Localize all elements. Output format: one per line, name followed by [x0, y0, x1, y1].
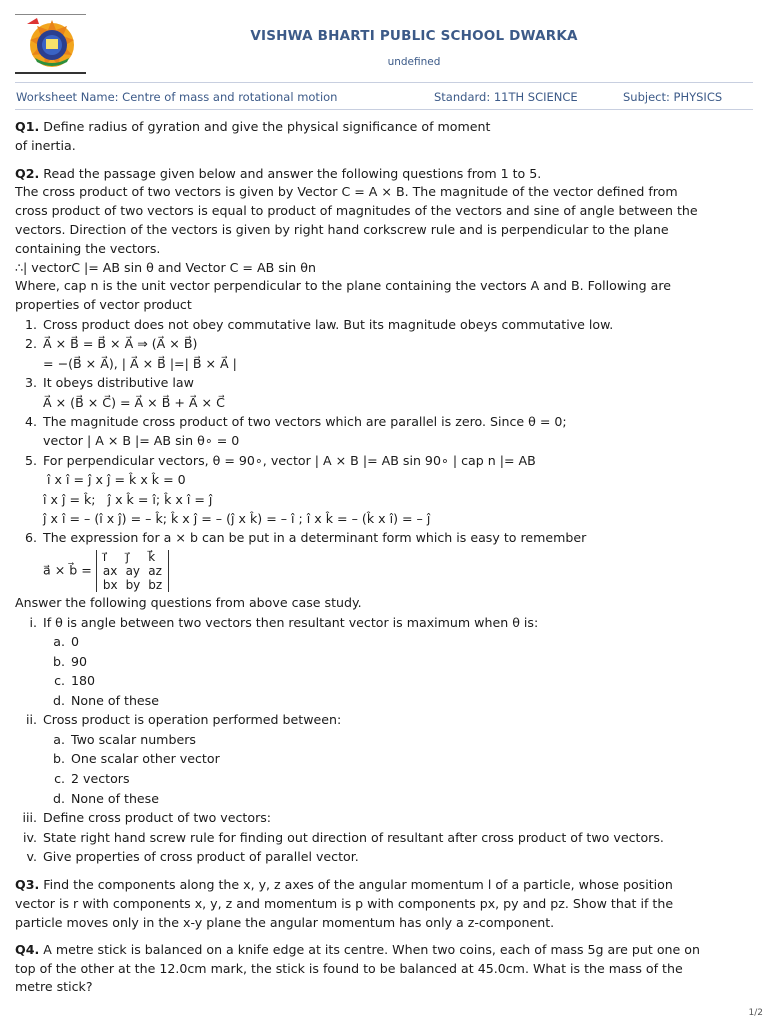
list-item: 6. The expression for a × b can be put in a determinant form which is easy to remember	[24, 530, 587, 546]
header-subtitle: undefined	[387, 56, 441, 68]
passage-line: cross product of two vectors is equal to product of magnitudes of the vectors and sine of angle between the	[15, 203, 698, 219]
sub-question: i. If θ is angle between two vectors then resultant vector is maximum when θ is:	[29, 614, 539, 630]
sub-questions	[15, 613, 753, 867]
worksheet-name: Worksheet Name: Centre of mass and rotational motion	[16, 90, 338, 104]
option: b. One scalar other vector	[53, 751, 220, 767]
passage-line: ∴| vectorC |= AB sin θ and Vector C = AB sin θn	[15, 259, 316, 275]
sub-question: ii. Cross product is operation performed between:	[25, 712, 342, 728]
question-number: Q3.	[15, 877, 40, 893]
page-number: 1/2	[748, 1008, 763, 1018]
passage-line: The cross product of two vectors is given by Vector C = A × B. The magnitude of the vector defined from	[15, 184, 678, 200]
standard: Standard: 11TH SCIENCE	[434, 90, 578, 104]
question-1: Q1. Define radius of gyration and give the physical significance of moment of inertia.	[15, 119, 491, 153]
option: c. 180	[54, 673, 96, 689]
question-number: Q1.	[15, 119, 40, 134]
option: a. Two scalar numbers	[53, 731, 196, 747]
passage-line: vectors. Direction of the vectors is given by right hand corkscrew rule and is perpendicular to the plane	[15, 221, 669, 237]
list-item: 1. Cross product does not obey commutative law. But its magnitude obeys commutative low.	[24, 316, 614, 332]
subject: Subject: PHYSICS	[623, 90, 723, 104]
option: d. None of these	[53, 692, 159, 708]
list-item: 4. The magnitude cross product of two vectors which are parallel is zero. Since θ = 0;	[24, 414, 567, 429]
option: c. 2 vectors	[54, 771, 130, 787]
option: a. 0	[53, 634, 80, 650]
passage-line: Where, cap n is the unit vector perpendicular to the plane containing the vectors A and B. Following are	[15, 278, 671, 294]
answer-intro: Answer the following questions from above case study.	[15, 594, 362, 610]
list-item: 3. It obeys distributive law	[24, 375, 194, 391]
header	[15, 12, 753, 82]
passage-line: properties of vector product	[15, 297, 192, 313]
list-item: 5. For perpendicular vectors, θ = 90∘, vector | A × B |= AB sin 90∘ | cap n |= AB	[24, 452, 536, 468]
sub-question: iv. State right hand screw rule for finding out direction of resultant after cross product of two vectors.	[23, 829, 664, 845]
option: d. None of these	[53, 790, 159, 806]
question-4: Q4. A metre stick is balanced on a knife edge at its centre. When two coins, each of mass 5g are put one on top of the other at the 12.0cm mark, the stick is found to be balanced at 45.0cm. What is the mass of the metre stick?	[15, 941, 700, 995]
option: b. 90	[53, 653, 88, 669]
determinant: a⃗ × b⃗ = i⃗ j⃗ k⃗ ax ay az bx by bz	[15, 548, 753, 594]
school-name: VISHWA BHARTI PUBLIC SCHOOL DWARKA	[250, 28, 578, 44]
worksheet-page	[15, 12, 753, 997]
properties-list: 1. Cross product does not obey commutative law. But its magnitude obeys commutative low. 2. A⃗ × B⃗ = B⃗ × A⃗ ⇒ (A⃗ × B⃗) = −(B⃗ × A⃗), | A⃗ × B⃗ |=| B⃗ × A⃗ | 3. It obeys distributive law A⃗ × (B⃗ × C⃗) = A⃗ × B⃗ + A⃗ × C⃗ 4. The magnitude cross product of two vectors which are parallel is zero. Since θ = 0; vector | A × B |= AB sin θ∘ = 0 5. For perpendicular vectors, θ = 90∘, vector | A × B |= AB sin 90∘ | cap n |= AB î x î = ĵ x ĵ = k̂ x k̂ = 0 î x ĵ = k̂; ĵ x k̂ = î; k̂ x î = ĵ ĵ x î = – (î x ĵ) = – k̂; k̂ x ĵ = – (ĵ x k̂) = – î ; î x k̂ = – (k̂ x î) = – ĵ 6. The expression for a × b can be put in a determinant form which is easy to remember a⃗ × b⃗ = i⃗ j⃗ k⃗ ax ay az bx by bz	[15, 315, 753, 594]
question-number: Q4.	[15, 941, 40, 957]
question-2: Q2. Read the passage given below and answer the following questions from 1 to 5. The cross product of two vectors is given by Vector C = A × B. The magnitude of the vector defined from cross product of two vectors is equal to product of magnitudes of the vectors and sine of angle between the vectors. Direction of the vectors is given by right hand corkscrew rule and is perpendicular to the plane containing the vectors. ∴| vectorC |= AB sin θ and Vector C = AB sin θn Where, cap n is the unit vector perpendicular to the plane containing the vectors A and B. Following are properties of vector product 1. Cross product does not obey commutative law. But its magnitude obeys commutative low. 2. A⃗ × B⃗ = B⃗ × A⃗ ⇒ (A⃗ × B⃗) = −(B⃗ × A⃗), | A⃗ × B⃗ |=| B⃗ × A⃗ | 3. It obeys distributive law A⃗ × (B⃗ × C⃗) = A⃗ × B⃗ + A⃗ × C⃗ 4. The magnitude cross product of two vectors which are parallel is zero. Since θ = 0; vector | A × B |= AB sin θ∘ = 0 5. For perpendicular vectors, θ = 90∘, vector | A × B |= AB sin 90∘ | cap n |= AB î x î = ĵ x ĵ = k̂ x k̂ = 0 î x ĵ = k̂; ĵ x k̂ = î; k̂ x î = ĵ ĵ x î = – (î x ĵ) = – k̂; k̂ x ĵ = – (ĵ x k̂) = – î ; î x k̂ = – (k̂ x î) = – ĵ 6. The expression for a × b can be put in a determinant form which is easy to remember a⃗ × b⃗ = i⃗ j⃗ k⃗ ax ay az bx by bz Answer the following questions from above case study. i. If θ is angle between two vectors then resultant vector is maximum when θ is: a. 0 b. 90 c. 180 d. None of these ii. Cross product is operation performed between: a. Two scalar numbers b. One scalar other vector c. 2 vectors d. None of these iii. Define cross product of two vectors: iv. State right hand screw rule for finding out direction of resultant after cross product of two vectors. v. Give properties of cross product of parallel vector.	[15, 165, 753, 867]
question-number: Q2.	[15, 165, 40, 181]
passage-line: containing the vectors.	[15, 240, 161, 256]
list-item: 2. A⃗ × B⃗ = B⃗ × A⃗ ⇒ (A⃗ × B⃗)	[24, 336, 198, 352]
sub-question: v. Give properties of cross product of parallel vector.	[26, 849, 359, 865]
question-3: Q3. Find the components along the x, y, z axes of the angular momentum l of a particle, whose position vector is r with components x, y, z and momentum is p with components px, py and pz. Show that if the particle moves only in the x-y plane the angular momentum has only a z-component.	[15, 877, 674, 931]
sub-question: iii. Define cross product of two vectors:	[22, 810, 272, 826]
worksheet-meta	[15, 83, 753, 109]
